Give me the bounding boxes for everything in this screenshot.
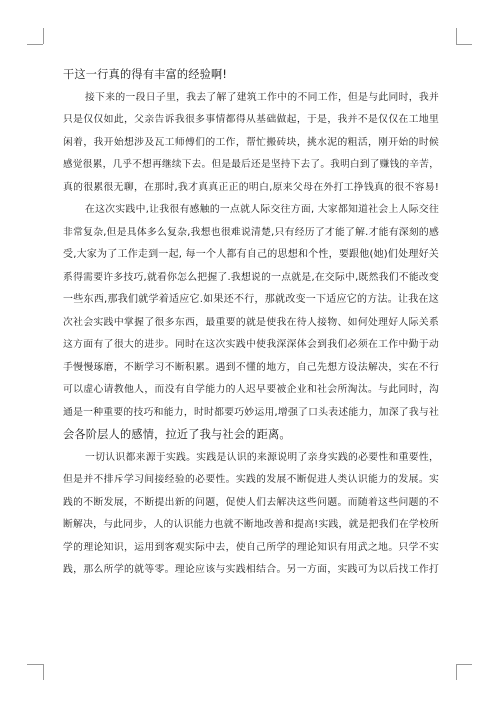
text-line: 干这一行真的得有丰富的经验啊! bbox=[63, 68, 228, 81]
text-line: 闲着，我开始想涉及瓦工师傅们的工作，帮忙搬砖块，挑水泥的粗活，刚开始的时候 bbox=[63, 136, 439, 148]
text-line: 受,大家为了工作走到一起, 每一个人都有自己的思想和个性，要跟他(她)们处理好关 bbox=[63, 249, 439, 260]
text-line: 可以虚心请教他人，而没有自学能力的人迟早要被企业和社会所淘汰。与此同时，沟 bbox=[63, 384, 439, 395]
text-line: 系得需要许多技巧,就看你怎么把握了.我想说的一点就是,在交际中,既然我们不能改变 bbox=[63, 271, 439, 283]
document-body bbox=[63, 64, 439, 582]
text-line: 断解决，与此同步，人的认识能力也就不断地改善和提高!实践，就是把我们在学校所 bbox=[63, 519, 439, 530]
text-line: 一些东西,那我们就学着适应它.如果还不行，那就改变一下适应它的方法。让我在这 bbox=[63, 294, 439, 305]
text-line: 这方面有了很大的进步。同时在这次实践中使我深深体会到我们必须在工作中勤于动 bbox=[63, 339, 439, 350]
text-line: 感觉很累，几乎不想再继续下去。但是最后还是坚持下去了。我明白到了赚钱的辛苦， bbox=[63, 159, 439, 170]
paragraph-first-line: 在这次实践中,让我很有感触的一点就人际交往方面, 大家都知道社会上人际交往 bbox=[85, 204, 439, 215]
text-line: 手慢慢琢磨，不断学习不断积累。遇到不懂的地方，自己先想方设法解决，实在不行 bbox=[63, 361, 439, 373]
text-line: 践，那么所学的就等零。理论应该与实践相结合。另一方面，实践可为以后找工作打 bbox=[63, 564, 439, 575]
text-line: 真的很累很无聊，在那时,我才真真正正的明白,原来父母在外打工挣钱真的很不容易! bbox=[63, 181, 439, 193]
text-line: 非常复杂,但是具体多么复杂,我想也很难说清楚,只有经历了才能了解.才能有深刻的感 bbox=[63, 226, 439, 238]
text-line: 学的理论知识，运用到客观实际中去，使自己所学的理论知识有用武之地。只学不实 bbox=[63, 541, 439, 553]
text-line: 但是并不排斥学习间接经验的必要性。实践的发展不断促进人类认识能力的发展。实 bbox=[63, 474, 439, 485]
text-line: 践的不断发展，不断提出新的问题，促使人们去解决这些问题。而随着这些问题的不 bbox=[63, 496, 439, 508]
text-line: 次社会实践中掌握了很多东西，最重要的就是使我在待人接物、如何处理好人际关系 bbox=[63, 316, 439, 328]
text-line: 会各阶层人的感情，拉近了我与社会的距离。 bbox=[63, 428, 291, 441]
paragraph-first-line: 一切认识都来源于实践。实践是认识的来源说明了亲身实践的必要性和重要性， bbox=[85, 451, 439, 463]
text-line: 通是一种重要的技巧和能力，时时都要巧妙运用,增强了口头表述能力，加深了我与社 bbox=[63, 406, 439, 418]
text-line: 只是仅仅如此，父亲告诉我很多事情都得从基础做起，于是，我并不是仅仅在工地里 bbox=[63, 114, 439, 125]
paragraph-first-line: 接下来的一段日子里，我去了解了建筑工作中的不同工作，但是与此同时，我并 bbox=[85, 91, 439, 103]
